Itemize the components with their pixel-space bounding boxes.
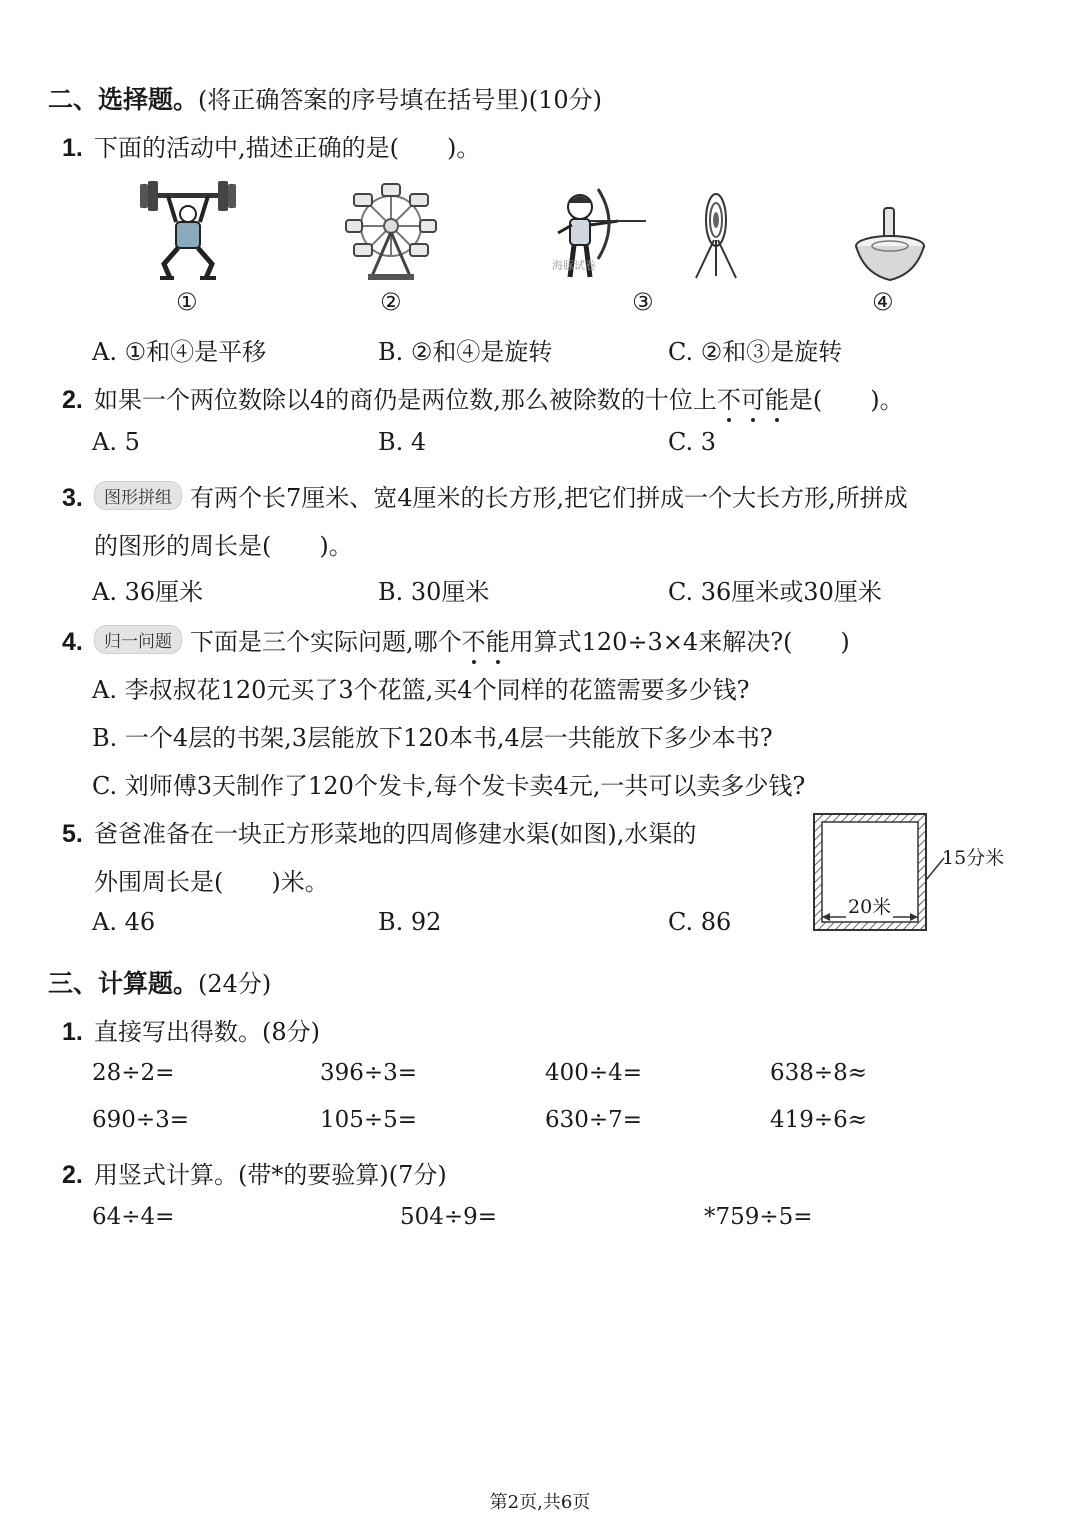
q1-option-b[interactable]: B. ②和④是旋转 xyxy=(378,338,553,366)
spinning-top-image xyxy=(850,206,930,282)
q2-option-b[interactable]: B. 4 xyxy=(378,428,427,456)
topic-tag: 图形拼组 xyxy=(94,481,182,510)
question-4-text-after: 用算式120÷3×4来解决?( ) xyxy=(509,628,850,656)
question-5-number: 5. xyxy=(62,820,83,848)
q2-option-a[interactable]: A. 5 xyxy=(92,428,140,456)
watermark-text: 海豚试卷 xyxy=(552,259,596,272)
calc-item[interactable]: 396÷3= xyxy=(320,1060,418,1086)
q3-option-a[interactable]: A. 36厘米 xyxy=(92,578,204,606)
topic-tag: 归一问题 xyxy=(94,625,182,654)
section-3-heading xyxy=(48,964,271,1000)
section-3-note: (24分) xyxy=(198,970,272,998)
section-3-title: 三、计算题。 xyxy=(48,969,199,998)
section-2-heading xyxy=(48,80,602,116)
picture-label-3: ③ xyxy=(632,288,654,316)
question-3-line-1: 有两个长7厘米、宽4厘米的长方形,把它们拼成一个大长方形,所拼成 xyxy=(190,484,908,512)
calc-item[interactable]: 630÷7= xyxy=(545,1107,643,1133)
emphasis-char: 不 xyxy=(716,386,741,414)
q5-option-b[interactable]: B. 92 xyxy=(378,908,442,936)
question-4-text-before: 下面是三个实际问题,哪个 xyxy=(190,628,462,656)
question-3-number: 3. xyxy=(62,484,83,512)
q4-option-a[interactable]: A. 李叔叔花120元买了3个花篮,买4个同样的花篮需要多少钱? xyxy=(92,676,750,704)
question-5-line-2: 外围周长是( )米。 xyxy=(94,868,329,896)
calc-question-1 xyxy=(62,1012,320,1047)
section-2-title: 二、选择题。 xyxy=(48,85,199,114)
weightlifter-image xyxy=(138,178,238,284)
calc-question-2-number: 2. xyxy=(62,1161,83,1189)
q3-option-c[interactable]: C. 36厘米或30厘米 xyxy=(668,578,882,606)
emphasis-char: 不 xyxy=(461,628,486,656)
q1-option-a[interactable]: A. ①和④是平移 xyxy=(92,338,267,366)
calc-item[interactable]: 638÷8≈ xyxy=(770,1060,868,1086)
archer-image xyxy=(548,183,648,283)
q2-option-c[interactable]: C. 3 xyxy=(668,428,717,456)
page-footer: 第2页,共6页 xyxy=(489,1492,591,1513)
calc-item[interactable]: 28÷2= xyxy=(92,1060,175,1086)
vertical-calc-item[interactable]: 504÷9= xyxy=(400,1204,498,1230)
question-5 xyxy=(62,814,696,849)
question-2 xyxy=(62,380,904,415)
calc-item[interactable]: 419÷6≈ xyxy=(770,1107,868,1133)
picture-label-2: ② xyxy=(380,288,402,316)
calc-item[interactable]: 400÷4= xyxy=(545,1060,643,1086)
calc-item[interactable]: 690÷3= xyxy=(92,1107,190,1133)
question-3 xyxy=(62,478,908,513)
q5-option-a[interactable]: A. 46 xyxy=(92,908,156,936)
picture-label-4: ④ xyxy=(872,288,894,316)
q3-option-b[interactable]: B. 30厘米 xyxy=(378,578,490,606)
ferris-wheel-image xyxy=(344,180,438,282)
question-5-line-1: 爸爸准备在一块正方形菜地的四周修建水渠(如图),水渠的 xyxy=(94,820,697,848)
field-side-label: 20米 xyxy=(846,892,893,919)
question-4-number: 4. xyxy=(62,628,83,656)
question-1 xyxy=(62,128,480,163)
q5-option-c[interactable]: C. 86 xyxy=(668,908,732,936)
calc-question-2 xyxy=(62,1155,447,1190)
question-2-text-before: 如果一个两位数除以4的商仍是两位数,那么被除数的十位上 xyxy=(94,386,717,414)
question-3-line-2: 的图形的周长是( )。 xyxy=(94,532,353,560)
section-2-note: (将正确答案的序号填在括号里)(10分) xyxy=(198,86,603,114)
calc-question-1-number: 1. xyxy=(62,1018,83,1046)
emphasis-char: 能 xyxy=(485,628,510,656)
calc-question-2-text: 用竖式计算。(带*的要验算)(7分) xyxy=(94,1161,447,1189)
question-1-number: 1. xyxy=(62,134,83,162)
question-2-text-after: 是( )。 xyxy=(788,386,904,414)
archery-target-image xyxy=(688,190,744,280)
picture-label-1: ① xyxy=(176,288,198,316)
q4-option-b[interactable]: B. 一个4层的书架,3层能放下120本书,4层一共能放下多少本书? xyxy=(92,724,773,752)
question-2-number: 2. xyxy=(62,386,83,414)
vertical-calc-item[interactable]: *759÷5= xyxy=(704,1204,813,1230)
calc-question-1-text: 直接写出得数。(8分) xyxy=(94,1018,320,1046)
calc-item[interactable]: 105÷5= xyxy=(320,1107,418,1133)
emphasis-char: 能 xyxy=(764,386,789,414)
question-4 xyxy=(62,622,850,657)
vertical-calc-item[interactable]: 64÷4= xyxy=(92,1204,175,1230)
emphasis-char: 可 xyxy=(740,386,765,414)
canal-width-label: 15分米 xyxy=(942,847,1005,869)
q1-option-c[interactable]: C. ②和③是旋转 xyxy=(668,338,843,366)
question-1-text: 下面的活动中,描述正确的是( )。 xyxy=(94,134,481,162)
q4-option-c[interactable]: C. 刘师傅3天制作了120个发卡,每个发卡卖4元,一共可以卖多少钱? xyxy=(92,772,806,800)
